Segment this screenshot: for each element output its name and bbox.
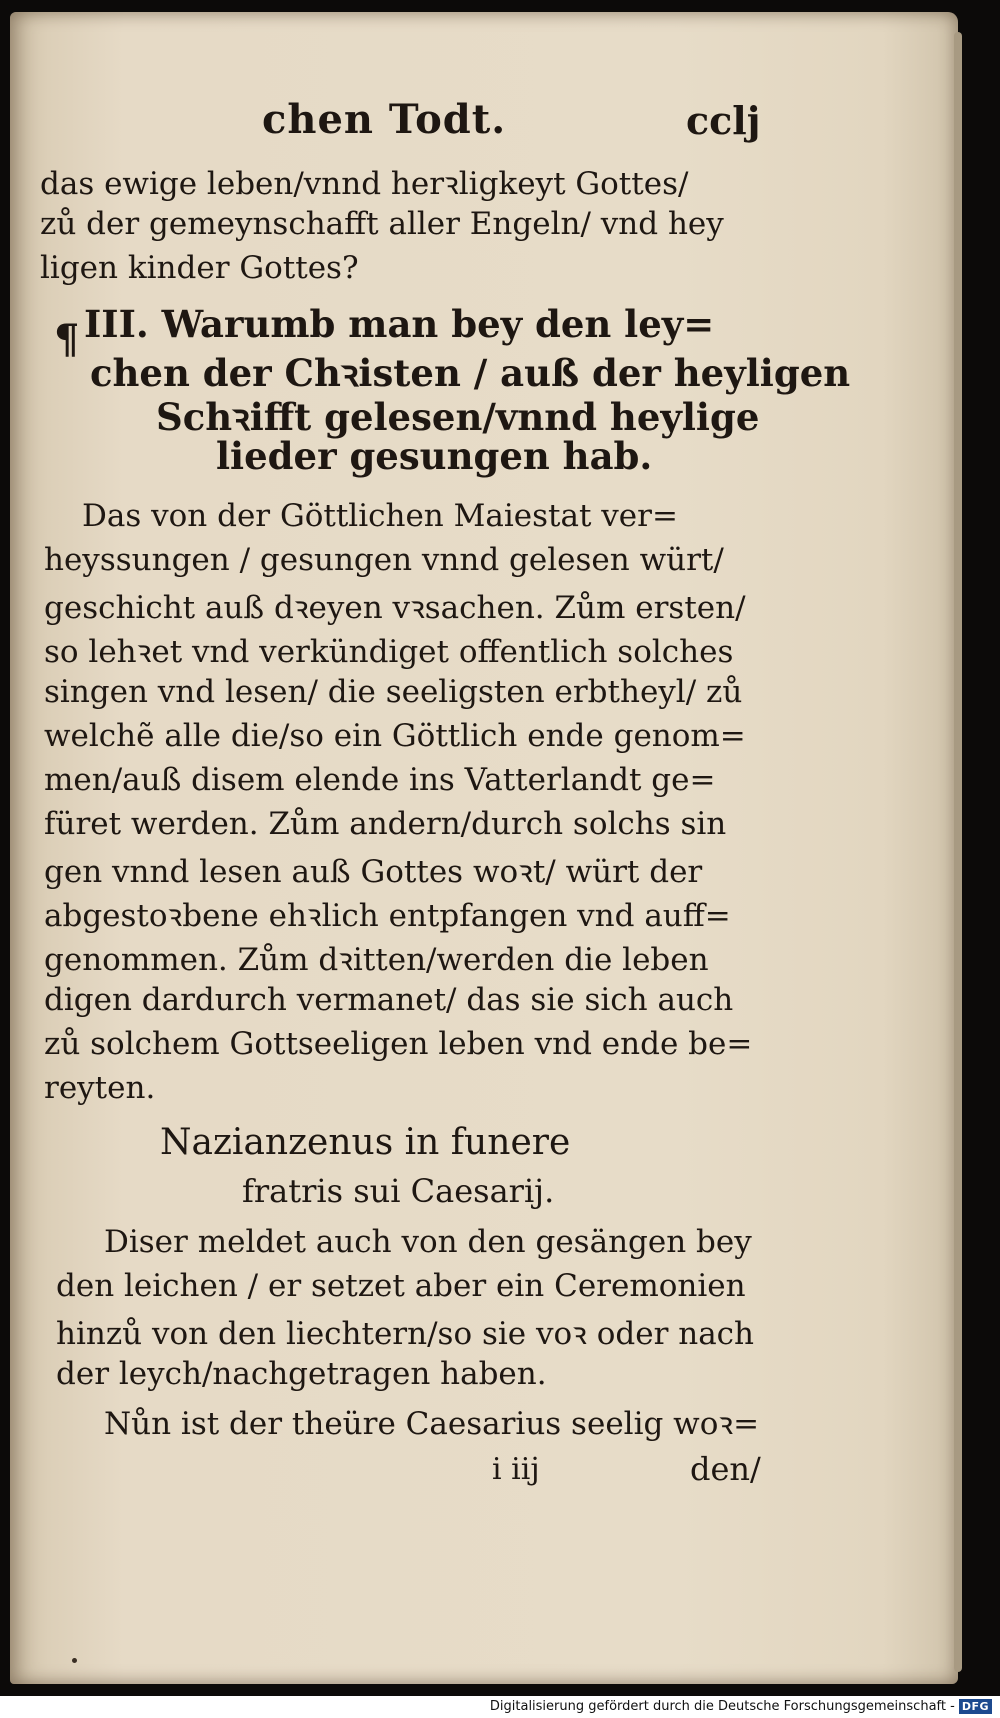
dfg-logo: DFG	[959, 1699, 992, 1714]
text-line: Nůn ist der theüre Caesarius seelig woꝛ=	[104, 1406, 760, 1442]
text-line: hinzů von den liechtern/so sie voꝛ oder nach	[56, 1316, 755, 1352]
text-line: gen vnnd lesen auß Gottes woꝛt/ würt der	[44, 854, 703, 890]
footer-credit	[490, 1696, 992, 1716]
text-line: füret werden. Zům andern/durch solchs sin	[44, 806, 727, 842]
text-line: der leych/nachgetragen haben.	[56, 1356, 547, 1392]
text-line: zů der gemeynschafft aller Engeln/ vnd hey	[40, 206, 724, 242]
text-line: men/auß disem elende ins Vatterlandt ge=	[44, 762, 716, 798]
pilcrow-mark: ¶	[54, 316, 80, 363]
text-line: ligen kinder Gottes?	[40, 250, 359, 286]
text-line: so lehꝛet vnd verkündiget offentlich solches	[44, 634, 734, 670]
text-line: den leichen / er setzet aber ein Ceremonien	[56, 1268, 746, 1304]
text-line: das ewige leben/vnnd herꝛligkeyt Gottes/	[40, 166, 689, 202]
text-line: genommen. Zům dꝛitten/werden die leben	[44, 942, 709, 978]
text-line: geschicht auß dꝛeyen vꝛsachen. Zům ersten/	[44, 590, 746, 626]
running-head: chen Todt.	[262, 96, 507, 143]
section-heading: lieder gesungen hab.	[216, 434, 653, 478]
ink-speck	[72, 1658, 77, 1663]
text-line: abgestoꝛbene ehꝛlich entpfangen vnd auff=	[44, 898, 731, 934]
text-line: digen dardurch vermanet/ das sie sich auch	[44, 982, 734, 1018]
text-line: zů solchem Gottseeligen leben vnd ende be=	[44, 1026, 753, 1062]
text-line: Das von der Göttlichen Maiestat ver=	[82, 498, 678, 534]
section-heading: chen der Chꝛisten / auß der heyligen	[90, 351, 851, 395]
section-heading: III. Warumb man bey den ley=	[84, 302, 715, 346]
text-line: Diser meldet auch von den gesängen bey	[104, 1224, 752, 1260]
text-line: reyten.	[44, 1070, 156, 1106]
text-line: heyssungen / gesungen vnnd gelesen würt/	[44, 542, 724, 578]
page-edge	[954, 32, 962, 1672]
section-heading: Schꝛifft gelesen/vnnd heylige	[156, 395, 760, 439]
credit-text: Digitalisierung gefördert durch die Deutsche Forschungsgemeinschaft -	[489, 1698, 955, 1714]
subheading: Nazianzenus in funere	[160, 1122, 571, 1163]
subheading: fratris sui Caesarij.	[242, 1172, 555, 1210]
book-page	[10, 12, 958, 1684]
text-line: singen vnd lesen/ die seeligsten erbtheyl/ zů	[44, 674, 743, 710]
signature-mark: i iij	[492, 1452, 540, 1487]
text-line: welchẽ alle die/so ein Göttlich ende genom=	[44, 718, 746, 754]
catchword: den/	[690, 1450, 761, 1488]
folio-number: cclj	[686, 98, 761, 143]
